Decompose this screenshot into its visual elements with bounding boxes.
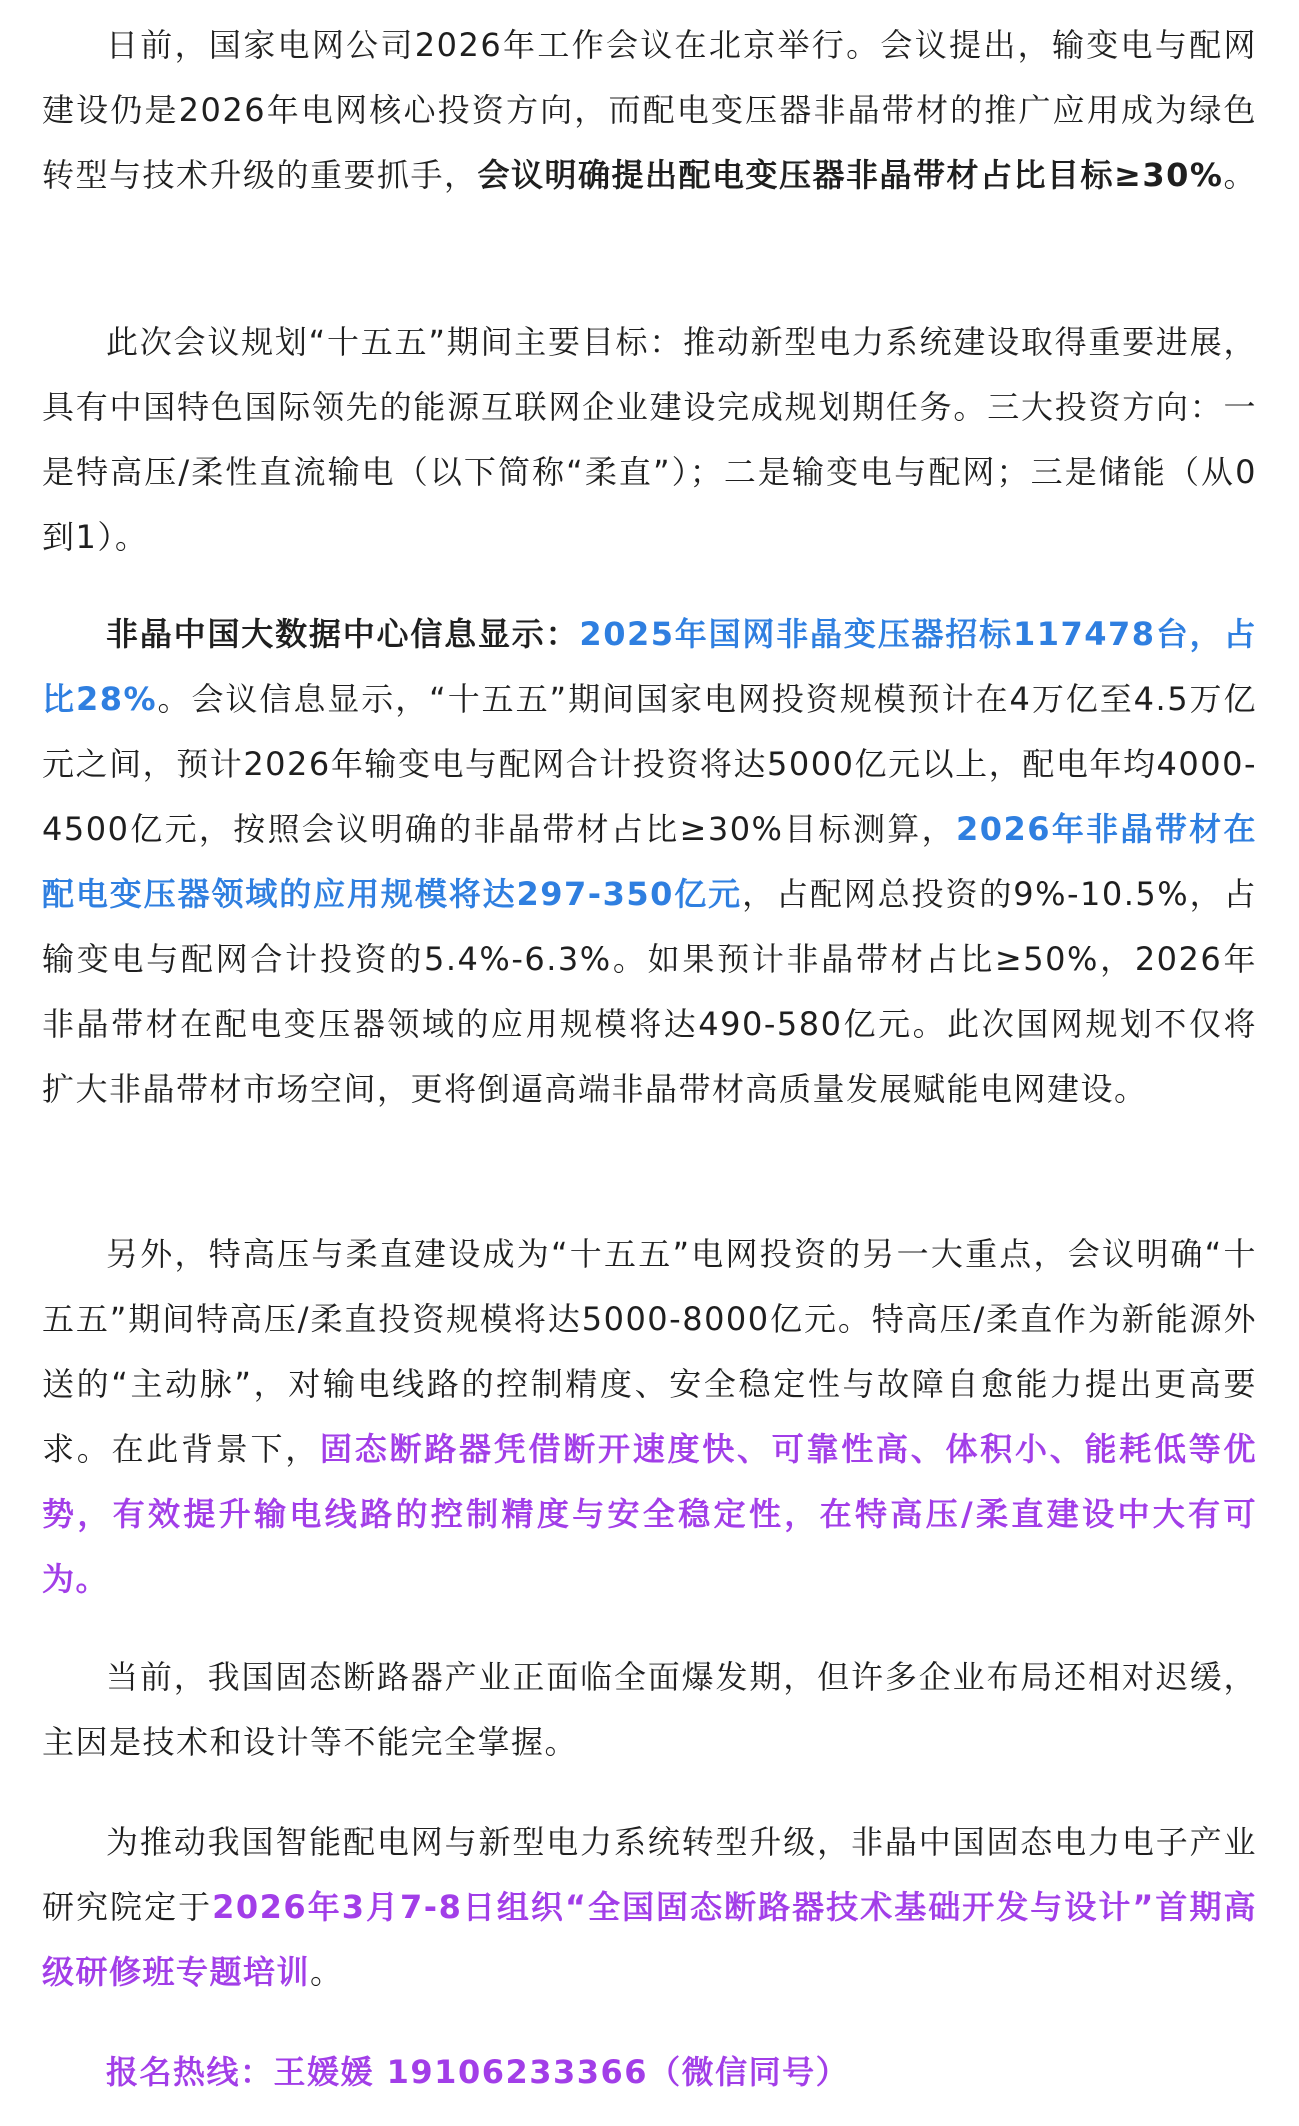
text: 另外，特高压与柔直建设成为“十五五”电网投资的另一大重点，会议明确“十五五”期间特高压/柔直投资规模将达5000-8000亿元。特高压/柔直作为新能源外送的“主动脉”，对输电线路的控制精度、安全稳定性与故障自愈能力提出更高要求。在此背景下， [42, 1235, 1257, 1468]
paragraph-training-announcement [42, 1810, 1257, 2005]
paragraph-uhv-flexible-dc [42, 1222, 1257, 1612]
text: ，占配网总投资的9%-10.5%，占输变电与配网合计投资的5.4%-6.3%。如果预计非晶带材占比≥50%，2026年非晶带材在配电变压器领域的应用规模将达490-580亿元。此次国网规划不仅将扩大非晶带材市场空间，更将倒逼高端非晶带材高质量发展赋能电网建设。 [42, 875, 1257, 1108]
highlight-tender-stat: 2025年国网非晶变压器招标117478台，占比28% [42, 615, 1257, 718]
bold-target-ratio: 会议明确提出配电变压器非晶带材占比目标≥30% [477, 156, 1224, 194]
text: 。 [310, 1953, 344, 1991]
text: 日前，国家电网公司2026年工作会议在北京举行。会议提出，输变电与配网建设仍是2026年电网核心投资方向，而配电变压器非晶带材的推广应用成为绿色转型与技术升级的重要抓手， [42, 26, 1257, 194]
highlight-solid-state-breaker: 固态断路器凭借断开速度快、可靠性高、体积小、能耗低等优势，有效提升输电线路的控制精度与安全稳定性，在特高压/柔直建设中大有可为。 [42, 1430, 1257, 1598]
text: 。 [1223, 156, 1257, 194]
text: 当前，我国固态断路器产业正面临全面爆发期，但许多企业布局还相对迟缓，主因是技术和设计等不能完全掌握。 [42, 1658, 1257, 1761]
highlight-training-date: 2026年3月7-8日组织“全国固态断路器技术基础开发与设计”首期高级研修班专题培训 [42, 1888, 1257, 1991]
registration-hotline [42, 2040, 1257, 2105]
bold-source-label: 非晶中国大数据中心信息显示： [106, 615, 580, 653]
highlight-application-scale: 2026年非晶带材在配电变压器领域的应用规模将达297-350亿元 [42, 810, 1257, 913]
text: 。会议信息显示，“十五五”期间国家电网投资规模预计在4万亿至4.5万亿元之间，预计2026年输变电与配网合计投资将达5000亿元以上，配电年均4000-4500亿元，按照会议明确的非晶带材占比≥30%目标测算， [42, 680, 1257, 848]
paragraph-meeting-intro [42, 13, 1257, 208]
paragraph-planning-goals [42, 310, 1257, 570]
paragraph-market-data [42, 602, 1257, 1122]
text: 此次会议规划“十五五”期间主要目标：推动新型电力系统建设取得重要进展，具有中国特色国际领先的能源互联网企业建设完成规划期任务。三大投资方向：一是特高压/柔性直流输电（以下简称“柔直”）；二是输变电与配网；三是储能（从0到1）。 [42, 323, 1257, 556]
text: 为推动我国智能配电网与新型电力系统转型升级，非晶中国固态电力电子产业研究院定于 [42, 1823, 1257, 1926]
hotline-contact: 报名热线：王媛媛 19106233366（微信同号） [106, 2053, 850, 2091]
paragraph-industry-status [42, 1645, 1257, 1775]
